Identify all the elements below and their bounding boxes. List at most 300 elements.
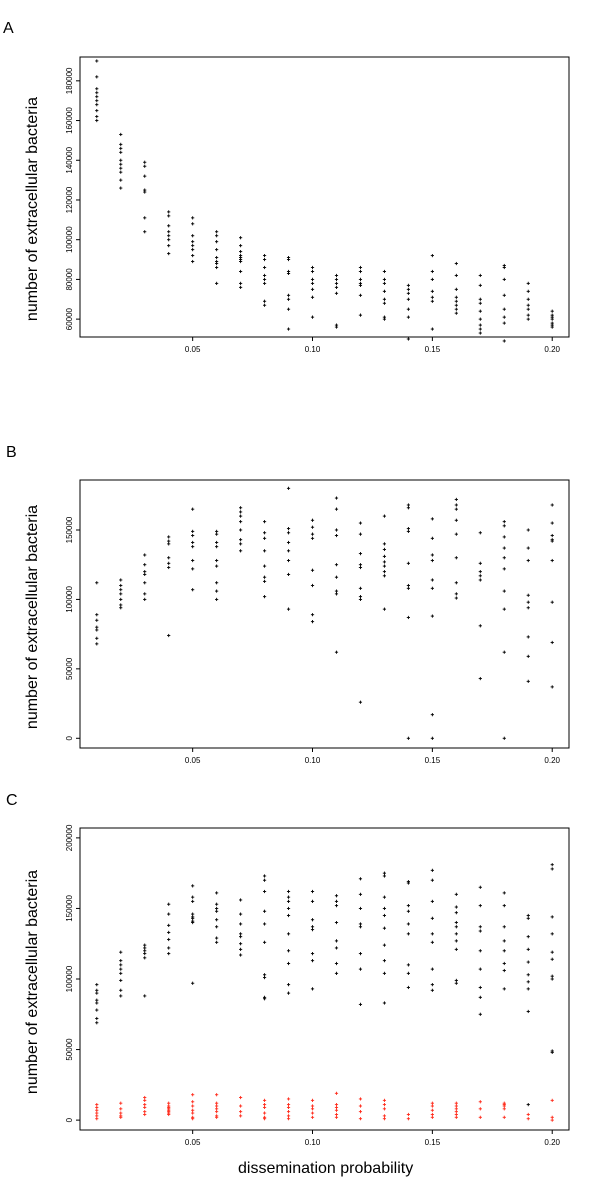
scatter-plot-a [65, 57, 569, 354]
data-point [95, 59, 98, 62]
data-point [359, 1003, 362, 1006]
data-point [359, 521, 362, 524]
data-point [119, 968, 122, 971]
data-point [263, 564, 266, 567]
data-point [359, 922, 362, 925]
data-point [383, 574, 386, 577]
data-point [479, 1107, 482, 1110]
x-tick-label: 0.15 [424, 756, 441, 765]
data-point [527, 298, 530, 301]
data-point [527, 318, 530, 321]
data-point [287, 527, 290, 530]
data-point [95, 75, 98, 78]
data-point [239, 286, 242, 289]
data-point [215, 1102, 218, 1105]
data-point [119, 994, 122, 997]
data-point [455, 1104, 458, 1107]
data-point [95, 1021, 98, 1024]
data-point [383, 872, 386, 875]
data-point [335, 274, 338, 277]
data-point [503, 589, 506, 592]
panel-letter-c: C [6, 792, 18, 809]
y-tick-label: 60000 [65, 308, 74, 331]
data-point [287, 914, 290, 917]
data-point [119, 147, 122, 150]
data-point [407, 530, 410, 533]
data-point [407, 587, 410, 590]
data-point [143, 598, 146, 601]
data-point [455, 1107, 458, 1110]
data-point [95, 642, 98, 645]
data-point [335, 534, 338, 537]
data-point [383, 298, 386, 301]
y-tick-label: 180000 [65, 67, 74, 95]
data-point [215, 598, 218, 601]
y-tick-label: 140000 [65, 146, 74, 174]
data-point [431, 917, 434, 920]
data-point [407, 562, 410, 565]
data-point [503, 524, 506, 527]
data-point [407, 503, 410, 506]
data-point [239, 282, 242, 285]
data-point [191, 559, 194, 562]
data-point [95, 95, 98, 98]
data-point [215, 530, 218, 533]
data-point [527, 308, 530, 311]
data-point [311, 288, 314, 291]
data-point [191, 530, 194, 533]
data-point [167, 952, 170, 955]
data-point [479, 331, 482, 334]
data-point [479, 949, 482, 952]
data-point [431, 553, 434, 556]
data-point [143, 563, 146, 566]
data-point [455, 948, 458, 951]
data-point [311, 584, 314, 587]
data-point [503, 608, 506, 611]
data-point [95, 626, 98, 629]
data-point [407, 284, 410, 287]
data-point [167, 542, 170, 545]
data-point [263, 879, 266, 882]
data-point [311, 987, 314, 990]
data-point [167, 634, 170, 637]
data-point [215, 282, 218, 285]
data-point [431, 517, 434, 520]
y-tick-label: 50000 [65, 657, 74, 680]
data-point [191, 534, 194, 537]
data-point [95, 1103, 98, 1106]
data-point [287, 992, 290, 995]
data-point [215, 903, 218, 906]
data-point [263, 537, 266, 540]
data-point [167, 1102, 170, 1105]
x-tick-label: 0.10 [304, 756, 321, 765]
data-point [431, 290, 434, 293]
data-point [335, 528, 338, 531]
data-point [335, 496, 338, 499]
data-point [431, 559, 434, 562]
data-point [167, 556, 170, 559]
data-point [455, 1110, 458, 1113]
data-point [551, 503, 554, 506]
data-point [455, 596, 458, 599]
data-point [455, 312, 458, 315]
data-point [239, 1104, 242, 1107]
data-point [215, 230, 218, 233]
data-point [167, 230, 170, 233]
data-point [335, 1116, 338, 1119]
data-point [239, 506, 242, 509]
data-point [503, 1116, 506, 1119]
data-point [215, 559, 218, 562]
data-point [191, 912, 194, 915]
data-point [95, 1109, 98, 1112]
data-point [527, 960, 530, 963]
data-point [479, 318, 482, 321]
data-point [527, 314, 530, 317]
data-point [407, 616, 410, 619]
data-point [119, 578, 122, 581]
data-point [527, 1103, 530, 1106]
data-point [407, 337, 410, 340]
data-point [311, 890, 314, 893]
data-point [95, 99, 98, 102]
data-point [359, 907, 362, 910]
x-axis-label-c: dissemination probability [238, 1160, 414, 1177]
data-point [239, 953, 242, 956]
data-point [215, 1104, 218, 1107]
y-axis-label-a: number of extracellular bacteria [24, 96, 41, 322]
data-point [479, 624, 482, 627]
data-point [239, 515, 242, 518]
data-point [215, 1107, 218, 1110]
data-point [215, 266, 218, 269]
data-point [119, 163, 122, 166]
data-point [359, 314, 362, 317]
data-point [287, 949, 290, 952]
data-point [431, 1104, 434, 1107]
data-point [311, 270, 314, 273]
data-point [431, 968, 434, 971]
data-point [239, 1096, 242, 1099]
data-point [359, 552, 362, 555]
data-point [407, 910, 410, 913]
data-point [191, 588, 194, 591]
data-point [143, 944, 146, 947]
data-point [335, 589, 338, 592]
data-point [191, 1100, 194, 1103]
data-point [359, 533, 362, 536]
data-point [215, 941, 218, 944]
data-point [119, 951, 122, 954]
data-point [383, 907, 386, 910]
data-point [311, 1116, 314, 1119]
data-point [311, 316, 314, 319]
data-point [383, 959, 386, 962]
data-point [191, 508, 194, 511]
data-point [551, 318, 554, 321]
data-point [311, 569, 314, 572]
data-point [311, 533, 314, 536]
data-point [359, 877, 362, 880]
data-point [335, 1109, 338, 1112]
data-point [527, 559, 530, 562]
data-point [143, 161, 146, 164]
data-point [191, 222, 194, 225]
data-point [503, 535, 506, 538]
data-point [359, 893, 362, 896]
data-point [431, 537, 434, 540]
data-point [431, 278, 434, 281]
y-tick-label: 150000 [65, 895, 74, 922]
data-point [455, 274, 458, 277]
data-point [431, 270, 434, 273]
data-point [287, 298, 290, 301]
data-point [95, 1111, 98, 1114]
data-point [527, 680, 530, 683]
data-point [95, 87, 98, 90]
data-point [119, 186, 122, 189]
data-point [455, 921, 458, 924]
data-point [503, 962, 506, 965]
data-point [407, 972, 410, 975]
data-point [167, 566, 170, 569]
data-point [263, 282, 266, 285]
data-point [311, 952, 314, 955]
data-point [479, 886, 482, 889]
data-point [479, 968, 482, 971]
plot-frame [80, 828, 569, 1130]
data-point [503, 294, 506, 297]
data-point [119, 1111, 122, 1114]
data-point [263, 1111, 266, 1114]
data-point [383, 564, 386, 567]
data-point [383, 542, 386, 545]
data-point [143, 216, 146, 219]
data-point [239, 922, 242, 925]
data-point [239, 528, 242, 531]
data-point [191, 1093, 194, 1096]
data-point [455, 533, 458, 536]
data-point [191, 248, 194, 251]
y-tick-label: 100000 [65, 965, 74, 993]
data-point [527, 1113, 530, 1116]
data-point [503, 278, 506, 281]
data-point [143, 165, 146, 168]
data-point [407, 963, 410, 966]
data-point [479, 298, 482, 301]
data-point [359, 278, 362, 281]
data-point [167, 903, 170, 906]
data-point [431, 296, 434, 299]
data-point [383, 560, 386, 563]
data-point [551, 325, 554, 328]
data-point [359, 270, 362, 273]
data-point [551, 521, 554, 524]
data-point [191, 1111, 194, 1114]
data-point [455, 508, 458, 511]
data-point [167, 234, 170, 237]
data-point [191, 982, 194, 985]
data-point [287, 272, 290, 275]
data-point [287, 608, 290, 611]
data-point [527, 987, 530, 990]
data-point [311, 526, 314, 529]
data-point [527, 635, 530, 638]
data-point [479, 925, 482, 928]
data-point [215, 234, 218, 237]
data-point [503, 651, 506, 654]
data-point [455, 262, 458, 265]
data-point [119, 606, 122, 609]
data-point [383, 972, 386, 975]
y-tick-label: 200000 [65, 824, 74, 852]
data-point [191, 260, 194, 263]
data-point [383, 318, 386, 321]
data-point [167, 224, 170, 227]
data-point [311, 613, 314, 616]
data-point [263, 1099, 266, 1102]
data-point [383, 944, 386, 947]
data-point [479, 578, 482, 581]
data-point [95, 1008, 98, 1011]
data-point [383, 282, 386, 285]
x-tick-label: 0.05 [184, 1138, 201, 1147]
data-point [383, 515, 386, 518]
data-point [551, 641, 554, 644]
data-point [455, 592, 458, 595]
data-point [263, 973, 266, 976]
data-point [455, 979, 458, 982]
data-point [119, 167, 122, 170]
data-point [551, 1116, 554, 1119]
data-point [311, 959, 314, 962]
data-point [503, 321, 506, 324]
data-point [287, 900, 290, 903]
plot-frame [80, 480, 569, 748]
data-point [263, 976, 266, 979]
data-point [191, 884, 194, 887]
data-point [503, 939, 506, 942]
data-point [167, 539, 170, 542]
data-point [455, 925, 458, 928]
data-point [191, 541, 194, 544]
data-point [119, 603, 122, 606]
data-point [335, 508, 338, 511]
data-point [239, 270, 242, 273]
data-point [143, 1110, 146, 1113]
data-point [431, 900, 434, 903]
data-point [551, 1099, 554, 1102]
data-point [479, 274, 482, 277]
data-point [119, 159, 122, 162]
data-point [263, 1103, 266, 1106]
data-point [551, 977, 554, 980]
data-point [479, 904, 482, 907]
data-point [95, 613, 98, 616]
data-point [335, 1106, 338, 1109]
data-point [359, 1117, 362, 1120]
data-point [119, 972, 122, 975]
data-point [335, 1092, 338, 1095]
data-point [479, 1100, 482, 1103]
data-point [503, 904, 506, 907]
data-point [191, 240, 194, 243]
y-tick-label: 0 [65, 736, 74, 741]
data-point [335, 286, 338, 289]
data-point [551, 685, 554, 688]
data-point [263, 531, 266, 534]
data-point [287, 1117, 290, 1120]
data-point [287, 531, 290, 534]
data-point [143, 994, 146, 997]
data-point [503, 925, 506, 928]
data-point [119, 143, 122, 146]
data-point [359, 566, 362, 569]
data-point [383, 290, 386, 293]
data-point [119, 959, 122, 962]
data-point [215, 262, 218, 265]
data-point [335, 1113, 338, 1116]
data-point [527, 655, 530, 658]
data-point [95, 581, 98, 584]
data-point [383, 302, 386, 305]
data-point [95, 1017, 98, 1020]
data-point [239, 510, 242, 513]
data-point [407, 932, 410, 935]
data-point [239, 520, 242, 523]
data-point [167, 924, 170, 927]
data-point [287, 890, 290, 893]
data-point [287, 1097, 290, 1100]
data-point [455, 911, 458, 914]
data-point [335, 651, 338, 654]
data-point [311, 519, 314, 522]
data-point [407, 527, 410, 530]
data-point [167, 938, 170, 941]
data-point [527, 304, 530, 307]
data-point [455, 288, 458, 291]
data-point [287, 932, 290, 935]
data-point [143, 952, 146, 955]
data-point [527, 980, 530, 983]
data-point [239, 244, 242, 247]
data-point [311, 1104, 314, 1107]
data-point [503, 1107, 506, 1110]
data-point [479, 1116, 482, 1119]
y-tick-label: 120000 [65, 186, 74, 214]
data-point [407, 506, 410, 509]
x-tick-label: 0.20 [544, 345, 561, 354]
data-point [527, 973, 530, 976]
data-point [95, 1001, 98, 1004]
data-point [431, 587, 434, 590]
data-point [119, 151, 122, 154]
data-point [455, 498, 458, 501]
data-point [239, 250, 242, 253]
data-point [455, 905, 458, 908]
data-point [479, 284, 482, 287]
data-point [263, 254, 266, 257]
data-point [383, 896, 386, 899]
y-tick-label: 80000 [65, 268, 74, 291]
data-point [383, 874, 386, 877]
data-point [215, 533, 218, 536]
data-point [359, 266, 362, 269]
y-tick-label: 0 [65, 1117, 74, 1123]
data-point [95, 1114, 98, 1117]
